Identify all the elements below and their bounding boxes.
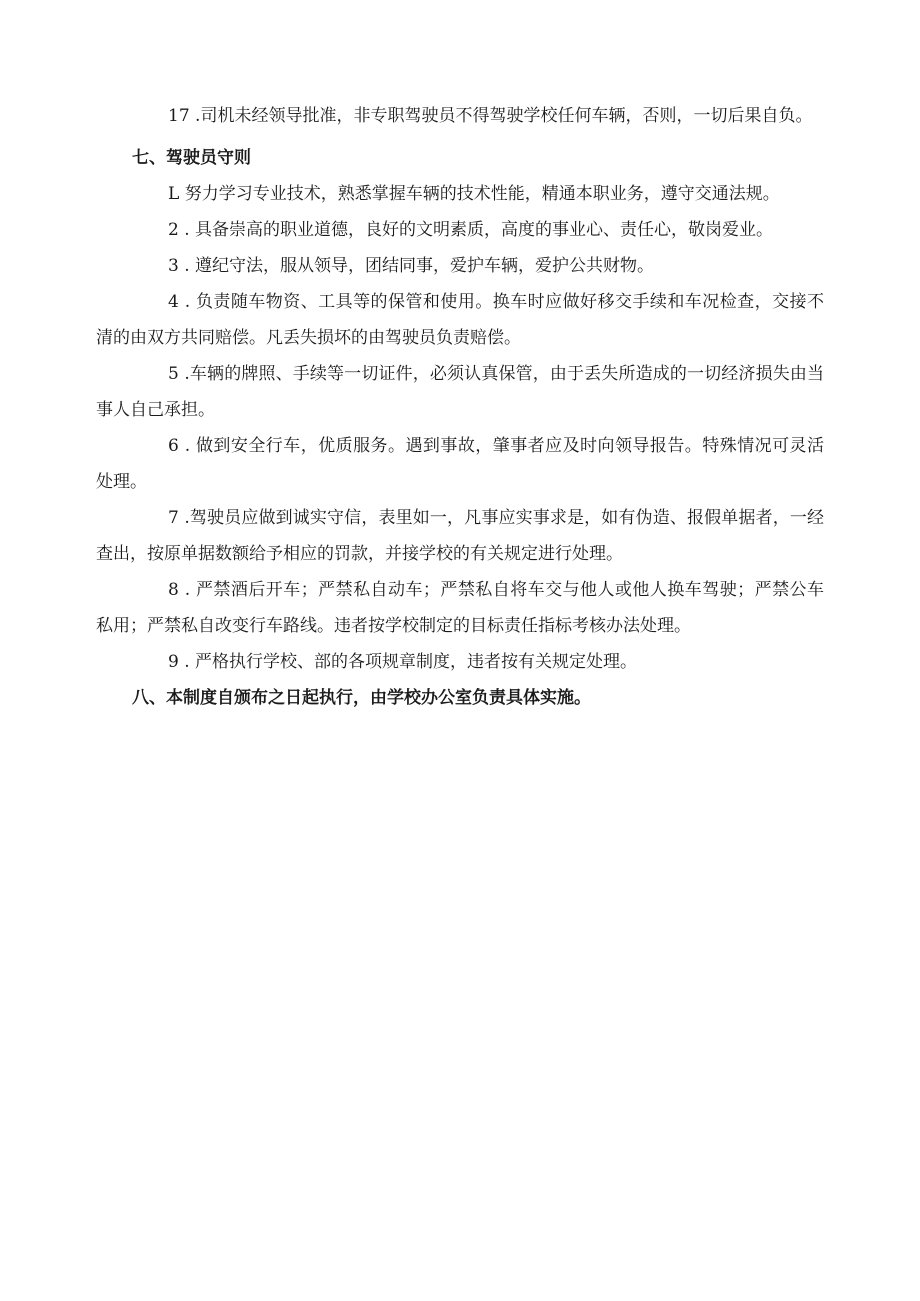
rule-7 <box>96 500 824 572</box>
item-number: 8 <box>168 580 179 600</box>
item-text: 努力学习专业技术，熟悉掌握车辆的技术性能，精通本职业务，遵守交通法规。 <box>179 184 780 204</box>
item-17 <box>96 98 824 134</box>
rule-6 <box>96 428 824 500</box>
item-text: .车辆的牌照、手续等一切证件，必须认真保管，由于丢失所造成的一切经济损失由当事人自己承担。 <box>96 364 824 420</box>
item-number: 3 <box>168 256 179 276</box>
item-number: L <box>168 184 180 204</box>
section-8-heading: 八、本制度自颁布之日起执行，由学校办公室负责具体实施。 <box>132 688 591 708</box>
document-page <box>96 98 824 716</box>
item-text: .驾驶员应做到诚实守信，表里如一，凡事应实事求是，如有伪造、报假单据者，一经查出，按原单据数额给予相应的罚款，并接学校的有关规定进行处理。 <box>96 508 824 564</box>
item-number: 7 <box>168 508 179 528</box>
item-text: . 严禁酒后开车；严禁私自动车；严禁私自将车交与他人或他人换车驾驶；严禁公车私用；严禁私自改变行车路线。违者按学校制定的目标责任指标考核办法处理。 <box>96 580 824 636</box>
item-text: . 遵纪守法，服从领导，团结同事，爱护车辆，爱护公共财物。 <box>178 256 655 276</box>
item-text: . 严格执行学校、部的各项规章制度，违者按有关规定处理。 <box>178 652 638 672</box>
item-text: .司机未经领导批准，非专职驾驶员不得驾驶学校任何车辆，否则，一切后果自负。 <box>189 106 813 126</box>
item-number: 5 <box>168 364 179 384</box>
item-number: 9 <box>168 652 179 672</box>
rule-1 <box>96 176 824 212</box>
rule-8 <box>96 572 824 644</box>
rule-5 <box>96 356 824 428</box>
rule-3 <box>96 248 824 284</box>
item-number: 2 <box>168 220 179 240</box>
item-text: . 做到安全行车，优质服务。遇到事故，肇事者应及时向领导报告。特殊情况可灵活处理。 <box>96 436 824 492</box>
rule-4 <box>96 284 824 356</box>
item-number: 6 <box>168 436 179 456</box>
item-text: . 具备崇高的职业道德，良好的文明素质，高度的事业心、责任心，敬岗爱业。 <box>178 220 774 240</box>
rule-9 <box>96 644 824 680</box>
rule-2 <box>96 212 824 248</box>
item-number: 4 <box>168 292 179 312</box>
item-text: . 负责随车物资、工具等的保管和使用。换车时应做好移交手续和车况检查，交接不清的由双方共同赔偿。凡丢失损坏的由驾驶员负责赔偿。 <box>96 292 824 348</box>
section-7-heading: 七、驾驶员守则 <box>132 148 251 168</box>
item-number: 17 <box>168 106 190 126</box>
